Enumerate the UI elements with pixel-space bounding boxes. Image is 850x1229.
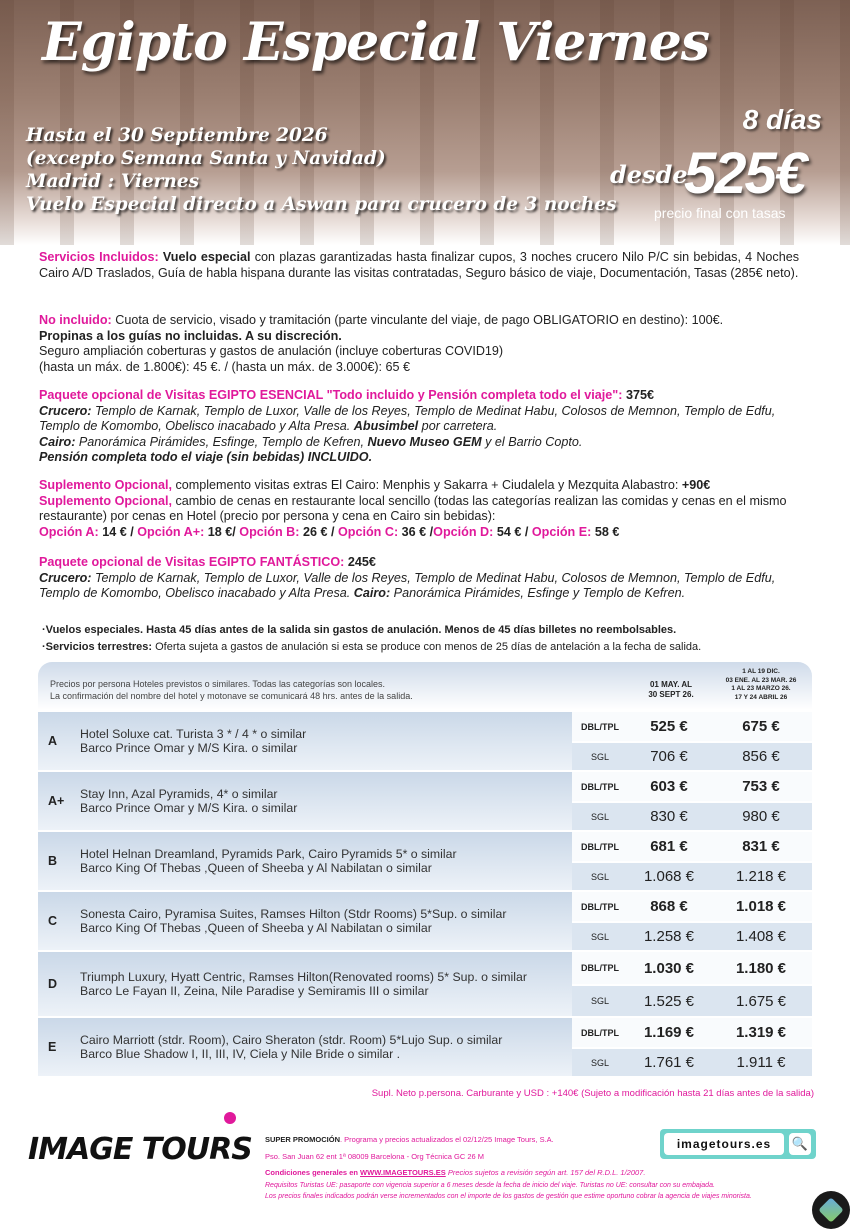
from-price: 525€: [684, 141, 806, 206]
accommodation: [80, 772, 530, 830]
price-season-2: 1.408 €: [735, 928, 787, 945]
category: B: [48, 854, 58, 868]
double-price-row: [572, 832, 812, 861]
room-type: SGL: [590, 996, 609, 1006]
option-price: 54 € /: [493, 524, 532, 539]
logo-dot: [224, 1112, 236, 1124]
price-season-1: 603 €: [650, 778, 688, 795]
single-price-row: [572, 921, 812, 950]
option-price: 58 €: [591, 524, 620, 539]
option-label: Opción A+:: [137, 524, 205, 539]
category: D: [48, 977, 58, 991]
subtitle-line: Vuelo Especial directo a Aswan para crucero de 3 noches: [26, 194, 617, 215]
boat: Barco Blue Shadow I, II, III, IV, Ciela y Nile Bride o similar .: [80, 1047, 401, 1061]
room-type: SGL: [590, 871, 609, 882]
image-tours-logo: [28, 1118, 258, 1178]
option-price: 14 € /: [98, 524, 138, 539]
price-season-1: 706 €: [650, 748, 688, 765]
app-badge-icon[interactable]: [812, 1191, 850, 1229]
option-label: Opción E:: [531, 524, 592, 539]
text: Panorámica Pirámides, Esfinge y Templo de Kefren.: [390, 586, 686, 601]
cond-text: Precios sujetos a revisión según art. 157 del R.D.L. 1/2007.: [445, 1168, 646, 1177]
accommodation: [80, 952, 530, 1016]
not-included: [39, 313, 799, 375]
label: Suplemento Opcional,: [39, 493, 172, 508]
text: por carretera.: [418, 419, 498, 434]
single-price-row: [572, 1047, 812, 1076]
room-type: SGL: [590, 811, 609, 822]
search-icon[interactable]: 🔍: [789, 1133, 811, 1155]
hotels: Sonesta Cairo, Pyramisa Suites, Ramses Hilton (Stdr Rooms) 5*Sup. o similar: [80, 907, 507, 921]
price-season-2: 1.911 €: [736, 1054, 786, 1071]
text: complemento visitas extras El Cairo: Menphis y Sakarra + Ciudalela y Mezquita Alabastro:: [171, 478, 682, 492]
single-price-row: [572, 861, 812, 890]
category: A: [48, 734, 58, 748]
hotels: Hotel Soluxe cat. Turista 3 * / 4 * o similar: [80, 727, 307, 741]
note: Oferta sujeta a gastos de anulación si esta se produce con menos de 25 días de antelación a la fecha de salida.: [152, 641, 702, 653]
option-price: 26 € /: [299, 524, 338, 539]
label: Crucero:: [39, 570, 92, 585]
price-season-2: 1.180 €: [735, 959, 787, 977]
accommodation: [80, 712, 530, 770]
price-season-2: 675 €: [742, 718, 780, 735]
text: Cuota de servicio, visado y tramitación (parte vinculante del viaje, de pago OBLIGATORIO en destino): 100€.: [111, 313, 724, 327]
label: Paquete opcional de Visitas EGIPTO FANTÁSTICO:: [39, 555, 345, 569]
label: Servicios Incluidos:: [39, 250, 159, 264]
days: 8 días: [742, 104, 822, 135]
label: Suplemento Opcional,: [39, 478, 172, 492]
fantastico-package: [39, 555, 799, 602]
table-row: [38, 710, 812, 770]
price-season-2: 856 €: [742, 748, 780, 765]
price-season-2: 1.319 €: [735, 1024, 787, 1041]
table-header: [38, 662, 812, 710]
header-line: Precios por persona Hoteles previstos o similares. Todas las categorías son locales.: [50, 679, 385, 689]
table-row: [38, 890, 812, 950]
text: Templo de Karnak, Templo de Luxor, Valle de los Reyes, Templo de Medinat Habu, Colosos de Memnon, Templo de Edfu, Templo de Komombo, Obelisco inacabado y Alta Presa.: [39, 403, 776, 434]
address: Pso. San Juan 62 ent 1ª 08009 Barcelona - Org Técnica GC 26 M: [265, 1152, 485, 1161]
price-note: precio final con tasas: [654, 205, 786, 221]
double-price-row: [572, 952, 812, 984]
price-season-1: 1.169 €: [643, 1024, 695, 1041]
accommodation: [80, 832, 530, 890]
room-type: SGL: [590, 931, 609, 942]
header-line: 30 SEPT 26.: [648, 690, 694, 699]
header-line: 1 AL 23 MARZO 26.: [731, 685, 791, 692]
season-2-header: [710, 668, 812, 702]
room-type: DBL/TPL: [581, 1027, 619, 1038]
text: con plazas garantizadas hasta finalizar cupos, 3 noches crucero Nilo P/C sin bebidas, 4 Noches Cairo A/D Traslados, Guía de habla hispana durante las visitas contratadas, Seguro básico de viaje, Documentación, Tasas (285€ neto).: [39, 250, 800, 280]
hotels: Cairo Marriott (stdr. Room), Cairo Sheraton (stdr. Room) 5*Lujo Sup. o similar: [80, 1033, 503, 1047]
price-season-1: 681 €: [650, 838, 688, 855]
text: Nuevo Museo GEM: [367, 434, 482, 449]
label: Paquete opcional de Visitas EGIPTO ESENCIAL "Todo incluido y Pensión completa todo el viaje":: [39, 388, 623, 402]
logo-text: IMAGE TOURS: [28, 1132, 252, 1167]
room-type: DBL/TPL: [581, 721, 619, 732]
price-season-1: 1.068 €: [643, 868, 695, 885]
category: A+: [48, 794, 65, 808]
from-label: desde: [610, 160, 688, 189]
website-search-box[interactable]: [660, 1129, 816, 1159]
room-type: DBL/TPL: [581, 781, 619, 792]
table-row: [38, 770, 812, 830]
option-label: Opción D:: [433, 524, 494, 539]
text: y el Barrio Copto.: [481, 434, 583, 449]
double-price-row: [572, 1018, 812, 1047]
hotels: Triumph Luxury, Hyatt Centric, Ramses Hilton(Renovated rooms) 5* Sup. o similar: [80, 970, 527, 984]
price-season-1: 1.761 €: [643, 1054, 695, 1071]
header-line: 1 AL 19 DIC.: [742, 668, 780, 675]
price-season-1: 1.258 €: [643, 928, 695, 945]
text: Seguro ampliación coberturas y gastos de anulación (incluye coberturas COVID19): [39, 344, 504, 359]
category: E: [48, 1040, 57, 1054]
price-season-1: 525 €: [650, 718, 688, 735]
option-price: 18 €/: [204, 524, 240, 539]
label: ·Servicios terrestres:: [42, 641, 153, 653]
label: Cairo:: [39, 434, 76, 449]
single-price-row: [572, 984, 812, 1016]
header-line: 01 MAY. AL: [649, 680, 693, 689]
notes: [42, 622, 701, 656]
table-row: [38, 1016, 812, 1076]
header-line: 17 Y 24 ABRIL 26: [734, 693, 788, 701]
subtitle-line: Hasta el 30 Septiembre 2026: [26, 125, 328, 146]
subtitle-line: (excepto Semana Santa y Navidad): [26, 148, 386, 169]
title: Egipto Especial Viernes: [42, 12, 710, 73]
double-price-row: [572, 892, 812, 921]
header-line: 03 ENE. AL 23 MAR. 26: [725, 676, 797, 684]
promo-bold: SUPER PROMOCIÓN: [265, 1135, 341, 1144]
note: ·Vuelos especiales. Hasta 45 días antes de la salida sin gastos de anulación. Menos de 45 días billetes no reembolsables.: [42, 624, 677, 636]
price-season-2: 1.218 €: [735, 868, 787, 885]
room-type: SGL: [590, 751, 609, 762]
boat: Barco Prince Omar y M/S Kira. o similar: [80, 801, 298, 815]
text: Templo de Karnak, Templo de Luxor, Valle de los Reyes, Templo de Medinat Habu, Colosos de Memnon, Templo de Edfu, Templo de Komombo, Obelisco inacabado y Alta Presa.: [39, 570, 776, 601]
price-season-2: 831 €: [742, 838, 780, 855]
website-input[interactable]: imagetours.es: [664, 1133, 784, 1155]
accommodation: [80, 1018, 530, 1076]
text: cambio de cenas en restaurante local sencillo (todas las categorías realizan las comidas y cenas en el mismo restaurante) por cenas en Hotel (precio por persona y cena en Cairo sin bebidas):: [39, 493, 787, 524]
text: (hasta un máx. de 1.800€): 45 €. / (hasta un máx. de 3.000€): 65 €: [39, 359, 411, 374]
price-season-2: 1.675 €: [735, 992, 787, 1010]
website-link[interactable]: WWW.IMAGETOURS.ES: [360, 1168, 446, 1177]
label: Cairo:: [353, 586, 391, 601]
option-label: Opción A:: [39, 524, 99, 539]
option-label: Opción B:: [239, 524, 300, 539]
price: +90€: [681, 478, 711, 492]
price-season-1: 1.030 €: [643, 959, 695, 977]
subtitle: [26, 124, 617, 216]
supplements: [39, 478, 799, 540]
promo-text: . Programa y precios actualizados el 02/12/25 Image Tours, S.A.: [340, 1135, 554, 1144]
cond-label: Condiciones generales en: [265, 1168, 361, 1177]
season-1-header: [636, 680, 706, 700]
label: No incluido:: [39, 313, 112, 327]
esencial-package: [39, 388, 799, 466]
header-line: La confirmación del nombre del hotel y motonave se comunicará 48 hrs. antes de la salida.: [50, 691, 413, 701]
table-row: [38, 950, 812, 1016]
table-row: [38, 830, 812, 890]
price-season-2: 753 €: [742, 778, 780, 795]
boat: Barco Le Fayan II, Zeina, Nile Paradise y Semiramis III o similar: [80, 984, 429, 998]
requirements: Requisitos Turistas UE: pasaporte con vigencia superior a 6 meses desde la fecha de inicio del viaje. Turistas no UE: consultar con su embajada.: [265, 1182, 715, 1189]
price-season-1: 830 €: [650, 808, 688, 825]
room-type: DBL/TPL: [581, 901, 619, 912]
price-season-2: 1.018 €: [735, 898, 787, 915]
fuel-supplement-note: Supl. Neto p.persona. Carburante y USD : +140€ (Sujeto a modificación hasta 21 días antes de la salida): [371, 1088, 814, 1099]
header-note: [50, 678, 413, 702]
bold: Vuelo especial: [162, 250, 251, 264]
room-type: DBL/TPL: [581, 963, 619, 973]
price-season-1: 868 €: [650, 898, 688, 915]
boat: Barco King Of Thebas ,Queen of Sheeba y Al Nabilatan o similar: [80, 861, 432, 875]
room-type: SGL: [590, 1057, 609, 1068]
boat: Barco Prince Omar y M/S Kira. o similar: [80, 741, 298, 755]
bold: Propinas a los guías no incluidas. A su discreción.: [39, 328, 342, 343]
final-note: Los precios finales indicados podrán verse incrementados con el importe de los gastos de gestión que estime oportuno cobrar la agencia de viajes minorista.: [265, 1193, 752, 1200]
price: 375€: [622, 388, 654, 402]
double-price-row: [572, 712, 812, 741]
subtitle-line: Madrid : Viernes: [26, 171, 200, 192]
text: Pensión completa todo el viaje (sin bebidas) INCLUIDO.: [39, 450, 373, 465]
price-season-1: 1.525 €: [643, 992, 695, 1010]
boat: Barco King Of Thebas ,Queen of Sheeba y Al Nabilatan o similar: [80, 921, 432, 935]
label: Crucero:: [39, 403, 92, 418]
promo-line: [265, 1135, 554, 1144]
text: Abusimbel: [353, 419, 419, 434]
text: Panorámica Pirámides, Esfinge, Templo de Kefren,: [75, 434, 368, 449]
single-price-row: [572, 741, 812, 770]
price-season-2: 980 €: [742, 808, 780, 825]
single-price-row: [572, 801, 812, 830]
conditions: [265, 1168, 645, 1177]
price-table: [38, 662, 812, 1077]
hotels: Stay Inn, Azal Pyramids, 4* o similar: [80, 787, 278, 801]
dinner-options: [39, 525, 619, 539]
double-price-row: [572, 772, 812, 801]
room-type: DBL/TPL: [581, 841, 619, 852]
hotels: Hotel Helnan Dreamland, Pyramids Park, Cairo Pyramids 5* o similar: [80, 847, 457, 861]
option-label: Opción C:: [337, 524, 399, 539]
hero-banner: [0, 0, 850, 245]
accommodation: [80, 892, 530, 950]
price: 245€: [344, 555, 376, 569]
option-price: 36 € /: [398, 524, 434, 539]
category: C: [48, 914, 58, 928]
included-services: [39, 250, 799, 281]
